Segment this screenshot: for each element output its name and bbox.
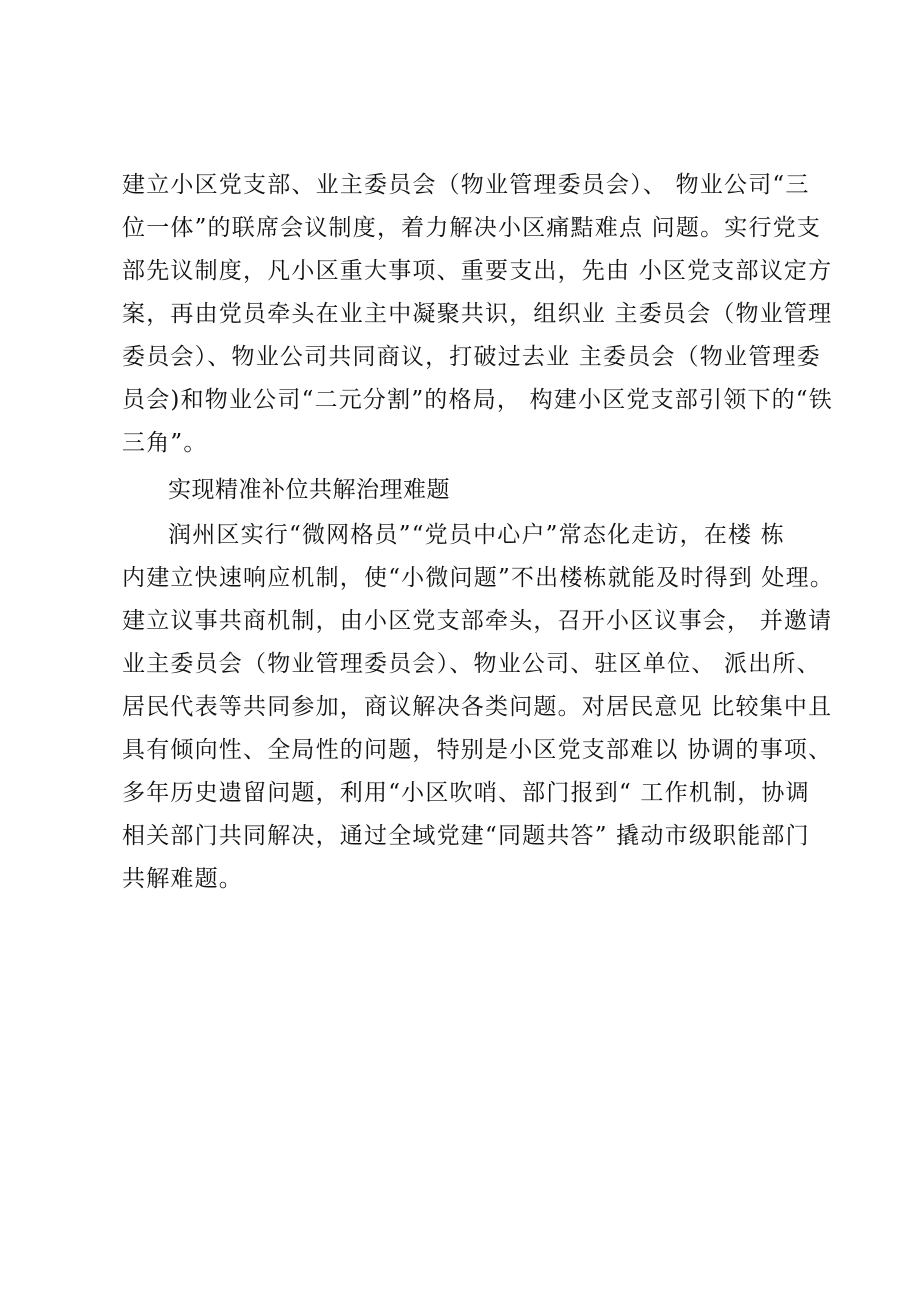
paragraph-1-line-3: 部先议制度，凡小区重大事项、重要支出，先由 小区党支部议定方	[122, 258, 833, 284]
paragraph-1-line-1: 建立小区党支部、业主委员会（物业管理委员会）、 物业公司“三	[122, 172, 810, 198]
paragraph-2-line-8: 相关部门共同解决，通过全域党建“同题共答” 撬动市级职能部门	[122, 823, 810, 849]
paragraph-2-line-5: 居民代表等共同参加，商议解决各类问题。对居民意见 比较集中且	[122, 694, 833, 720]
paragraph-1-line-4: 案，再由党员牵头在业主中凝聚共识，组织业 主委员会（物业管理	[122, 301, 833, 327]
paragraph-2-line-2: 内建立快速响应机制，使“小微问题”不出楼栋就能及时得到 处理。	[122, 565, 835, 591]
paragraph-1-line-5: 委员会）、物业公司共同商议，打破过去业 主委员会（物业管理委	[122, 344, 821, 370]
paragraph-2-line-4: 业主委员会（物业管理委员会）、物业公司、驻区单位、 派出所、	[122, 651, 821, 677]
paragraph-2-line-3: 建立议事共商机制，由小区党支部牵头，召开小区议事会， 并邀请	[122, 608, 833, 634]
paragraph-2-line-7: 多年历史遗留问题，利用“小区吹哨、部门报到“ 工作机制，协调	[122, 780, 810, 806]
paragraph-1-line-7: 三角”。	[122, 430, 208, 456]
paragraph-2-line-1: 润州区实行“微网格员”“党员中心户”常态化走访，在楼 栋	[168, 522, 785, 548]
paragraph-1-line-6: 员会)和物业公司“二元分割”的格局， 构建小区党支部引领下的“铁	[122, 387, 833, 413]
paragraph-2-line-9: 共解难题。	[122, 866, 243, 892]
section-heading: 实现精准补位共解治理难题	[168, 477, 450, 503]
paragraph-1-line-2: 位一体”的联席会议制度，着力解决小区痛黠难点 问题。实行党支	[122, 215, 822, 241]
paragraph-2-line-6: 具有倾向性、全局性的问题，特别是小区党支部难以 协调的事项、	[122, 737, 833, 763]
